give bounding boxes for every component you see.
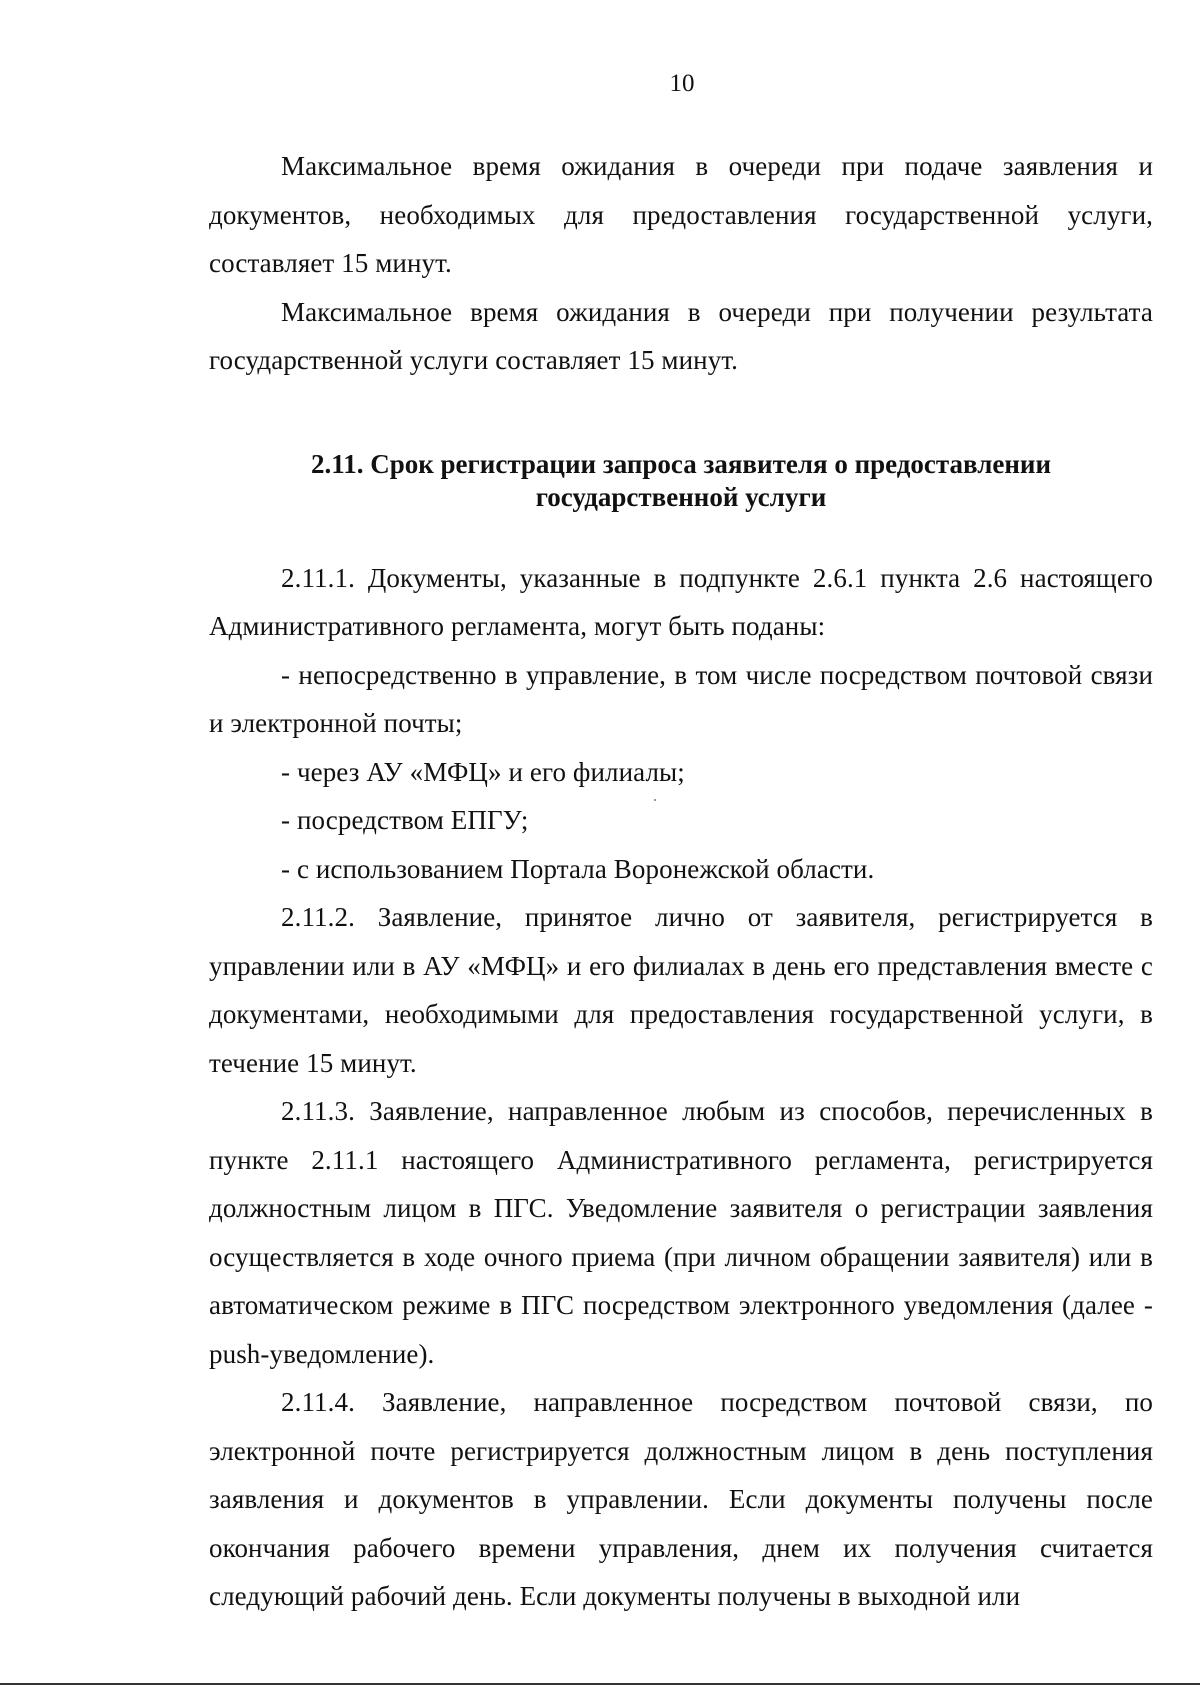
paragraph-max-wait-result: Максимальное время ожидания в очереди при получении результата государственной услуги составляет 15 минут.	[209, 296, 1153, 375]
bottom-scan-line	[0, 1683, 1200, 1685]
document-body	[209, 142, 1153, 1621]
section-heading-line-1: 2.11. Срок регистрации запроса заявителя о предоставлении	[310, 448, 1052, 479]
list-item-epgu: - посредством ЕПГУ;	[281, 805, 529, 835]
list-item-direct: - непосредственно в управление, в том числе посредством почтовой связи и электронной почты;	[209, 659, 1153, 738]
paragraph-2-11-1: 2.11.1. Документы, указанные в подпункте 2.6.1 пункта 2.6 настоящего Административного регламента, могут быть поданы:	[209, 562, 1153, 641]
section-heading-line-2: государственной услуги	[535, 481, 827, 512]
list-item-mfc: - через АУ «МФЦ» и его филиалы;	[281, 756, 685, 787]
section-heading	[209, 448, 1153, 514]
page-number: 10	[669, 70, 695, 97]
scan-speck	[654, 799, 656, 801]
list-item-portal: - с использованием Портала Воронежской области.	[281, 853, 875, 884]
paragraph-max-wait-submission: Максимальное время ожидания в очереди при подаче заявления и документов, необходимых для предоставления государственной услуги, составляет 15 минут.	[209, 151, 1153, 278]
paragraph-2-11-2: 2.11.2. Заявление, принятое лично от заявителя, регистрируется в управлении или в АУ «МФЦ» и его филиалах в день его представления вместе с документами, необходимыми для предоставления государственной услуги, в течение 15 минут.	[209, 902, 1153, 1078]
paragraph-2-11-4: 2.11.4. Заявление, направленное посредством почтовой связи, по электронной почте регистрируется должностным лицом в день поступления заявления и документов в управлении. Если документы получены после окончания рабочего времени управления, днем их получения считается следующий рабочий день. Если документы получены в выходной или	[209, 1387, 1153, 1611]
paragraph-2-11-3: 2.11.3. Заявление, направленное любым из способов, перечисленных в пункте 2.11.1 настоящего Административного регламента, регистрируется должностным лицом в ПГС. Уведомление заявителя о регистрации заявления осуществляется в ходе очного приема (при личном обращении заявителя) или в автоматическом режиме в ПГС посредством электронного уведомления (далее - push-уведомление).	[209, 1096, 1153, 1369]
